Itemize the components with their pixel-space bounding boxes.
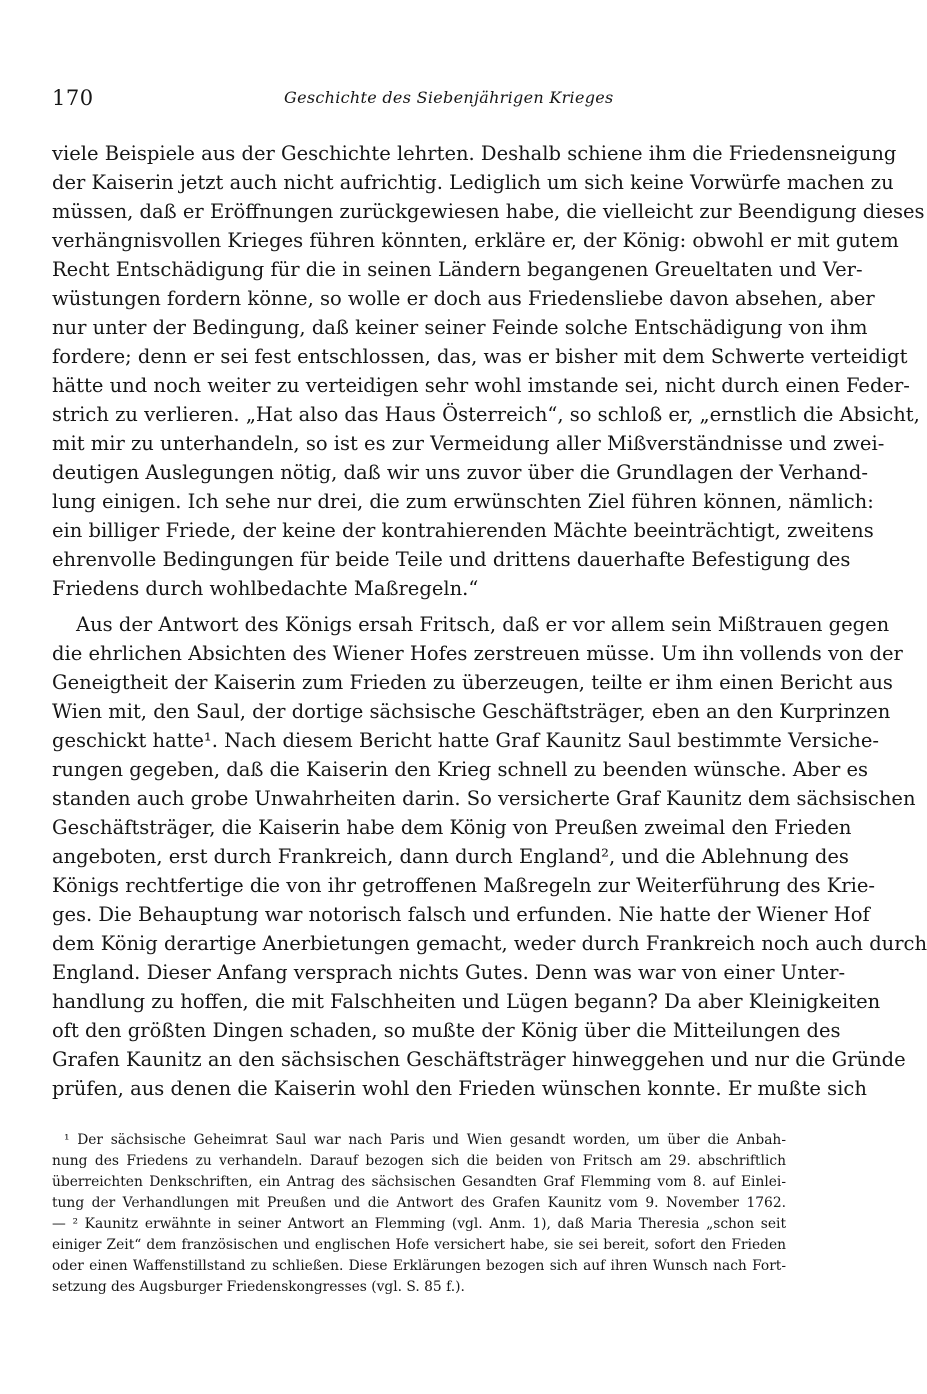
text-line: Recht Entschädigung für die in seinen Ländern begangenen Greueltaten und Ver-	[52, 258, 863, 281]
text-line: oft den größten Dingen schaden, so mußte der König über die Mitteilungen des	[52, 1019, 841, 1042]
footnote-line: oder einen Waffenstillstand zu schließen. Diese Erklärungen bezogen sich auf ihren Wunsch nach Fort-	[52, 1258, 786, 1274]
text-line: rungen gegeben, daß die Kaiserin den Krieg schnell zu beenden wünsche. Aber es	[52, 758, 869, 781]
text-line: Aus der Antwort des Königs ersah Fritsch, daß er vor allem sein Mißtrauen gegen	[76, 613, 890, 636]
text-line: Königs rechtfertige die von ihr getroffenen Maßregeln zur Weiterführung des Krie-	[52, 874, 875, 897]
text-line: fordere; denn er sei fest entschlossen, das, was er bisher mit dem Schwerte verteidigt	[52, 345, 908, 368]
text-line: Geneigtheit der Kaiserin zum Frieden zu überzeugen, teilte er ihm einen Bericht aus	[52, 671, 893, 694]
text-line: Grafen Kaunitz an den sächsischen Geschäftsträger hinweggehen und nur die Gründe	[52, 1048, 906, 1071]
text-line: prüfen, aus denen die Kaiserin wohl den Frieden wünschen konnte. Er mußte sich	[52, 1077, 867, 1100]
text-line: ehrenvolle Bedingungen für beide Teile und drittens dauerhafte Befestigung des	[52, 548, 851, 571]
text-line: deutigen Auslegungen nötig, daß wir uns zuvor über die Grundlagen der Verhand-	[52, 461, 868, 484]
text-line: nur unter der Bedingung, daß keiner seiner Feinde solche Entschädigung von ihm	[52, 316, 868, 339]
text-line: angeboten, erst durch Frankreich, dann durch England², und die Ablehnung des	[52, 845, 849, 868]
text-line: dem König derartige Anerbietungen gemacht, weder durch Frankreich noch auch durch	[52, 932, 927, 955]
text-line: der Kaiserin jetzt auch nicht aufrichtig. Lediglich um sich keine Vorwürfe machen zu	[52, 171, 894, 194]
text-line: Friedens durch wohlbedachte Maßregeln.“	[52, 577, 479, 600]
text-line: müssen, daß er Eröffnungen zurückgewiesen habe, die vielleicht zur Beendigung dieses	[52, 200, 925, 223]
text-line: ein billiger Friede, der keine der kontrahierenden Mächte beeinträchtigt, zweitens	[52, 519, 874, 542]
footnote-line: nung des Friedens zu verhandeln. Darauf bezogen sich die beiden von Fritsch am 29. abschriftlich	[52, 1153, 786, 1169]
text-line: standen auch grobe Unwahrheiten darin. So versicherte Graf Kaunitz dem sächsischen	[52, 787, 916, 810]
footnote-line: setzung des Augsburger Friedenskongresses (vgl. S. 85 f.).	[52, 1279, 465, 1295]
text-line: handlung zu hoffen, die mit Falschheiten und Lügen begann? Da aber Kleinigkeiten	[52, 990, 881, 1013]
footnote-line: — ² Kaunitz erwähnte in seiner Antwort an Flemming (vgl. Anm. 1), daß Maria Theresia „schon seit	[52, 1216, 786, 1232]
footnote-line: tung der Verhandlungen mit Preußen und die Antwort des Grafen Kaunitz vom 9. November 1762.	[52, 1195, 786, 1211]
text-line: England. Dieser Anfang versprach nichts Gutes. Denn was war von einer Unter-	[52, 961, 846, 984]
text-line: die ehrlichen Absichten des Wiener Hofes zerstreuen müsse. Um ihn vollends von der	[52, 642, 903, 665]
text-line: wüstungen fordern könne, so wolle er doch aus Friedensliebe davon absehen, aber	[52, 287, 875, 310]
text-line: ges. Die Behauptung war notorisch falsch und erfunden. Nie hatte der Wiener Hof	[52, 903, 870, 926]
text-line: Geschäftsträger, die Kaiserin habe dem König von Preußen zweimal den Frieden	[52, 816, 852, 839]
text-line: verhängnisvollen Krieges führen könnten, erkläre er, der König: obwohl er mit gutem	[52, 229, 899, 252]
footnote-line: überreichten Denkschriften, ein Antrag des sächsischen Gesandten Graf Flemming vom 8. auf Einlei-	[52, 1174, 786, 1190]
text-line: Wien mit, den Saul, der dortige sächsische Geschäftsträger, eben an den Kurprinzen	[52, 700, 891, 723]
text-line: viele Beispiele aus der Geschichte lehrten. Deshalb schiene ihm die Friedensneigung	[52, 142, 897, 165]
running-title: Geschichte des Siebenjährigen Krieges	[284, 88, 614, 107]
text-line: lung einigen. Ich sehe nur drei, die zum erwünschten Ziel führen können, nämlich:	[52, 490, 874, 513]
page-number: 170	[52, 86, 94, 110]
footnote-line: einiger Zeit“ dem französischen und englischen Hofe versichert habe, sie sei bereit, sofort den Frieden	[52, 1237, 786, 1253]
text-line: geschickt hatte¹. Nach diesem Bericht hatte Graf Kaunitz Saul bestimmte Versiche-	[52, 729, 879, 752]
text-line: strich zu verlieren. „Hat also das Haus Österreich“, so schloß er, „ernstlich die Absicht,	[52, 403, 920, 426]
text-line: hätte und noch weiter zu verteidigen sehr wohl imstande sei, nicht durch einen Feder-	[52, 374, 910, 397]
text-line: mit mir zu unterhandeln, so ist es zur Vermeidung aller Mißverständnisse und zwei-	[52, 432, 885, 455]
page-header	[52, 86, 792, 114]
footnote-line: ¹ Der sächsische Geheimrat Saul war nach Paris und Wien gesandt worden, um über die Anbah-	[64, 1132, 786, 1148]
